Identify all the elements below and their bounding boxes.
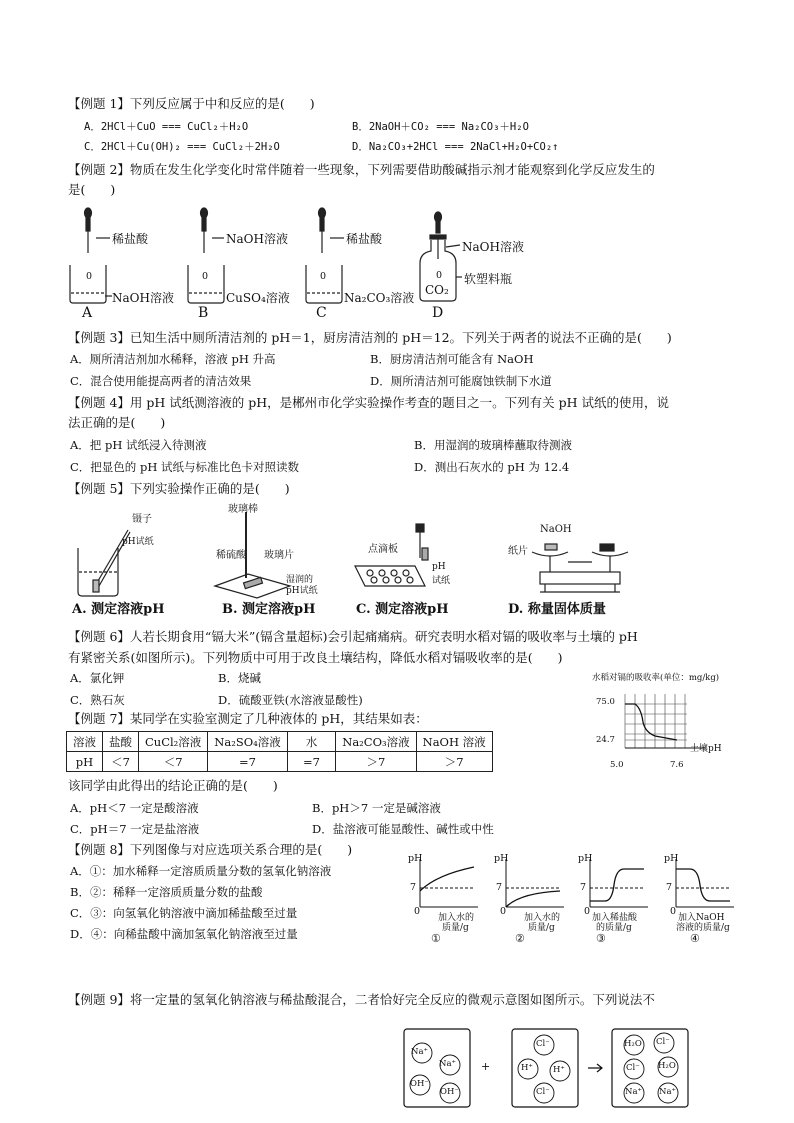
balance-icon — [532, 544, 628, 592]
q8-curve-4 — [676, 869, 730, 901]
q5-b-label-rod: 玻璃棒 — [228, 504, 258, 515]
q9-stem: 【例题 9】将一定量的氢氧化钠溶液与稀盐酸混合，二者恰好完全反应的微观示意图如图所示。下列说法不 — [68, 992, 655, 1007]
q8-g1-xlabel-1: 加入水的 — [438, 913, 475, 923]
dropper-a-icon — [85, 208, 92, 253]
dropper-b-icon — [201, 208, 208, 253]
q8-g2-zero: 0 — [500, 906, 507, 917]
q9-ion: H⁺ — [553, 1065, 565, 1075]
q6-curve — [625, 704, 677, 740]
q3-option-a: A．厕所清洁剂加水稀释，溶液 pH 升高 — [70, 352, 276, 366]
table-cell: ＞7 — [416, 752, 492, 772]
q2-b-solution-label: CuSO₄溶液 — [226, 291, 290, 305]
q6-y-tick-low: 24.7 — [596, 735, 615, 745]
q3-option-c: C．混合使用能提高两者的清洁效果 — [70, 374, 252, 388]
q8-g3-seven: 7 — [580, 882, 587, 893]
q7-option-c: C．pH＝7 一定是盐溶液 — [70, 822, 200, 836]
q1-option-b: B．2NaOH＋CO₂ === Na₂CO₃＋H₂O — [352, 121, 529, 133]
q9-ion: OH⁻ — [410, 1079, 429, 1089]
q9-molecule: H₂O — [624, 1039, 642, 1049]
q6-x-tick-high: 7.6 — [670, 760, 684, 770]
q5-b-label-plate: 玻璃片 — [264, 550, 294, 561]
table-cell: NaOH 溶液 — [416, 732, 492, 752]
q2-d-gas-label: CO₂ — [425, 283, 449, 297]
q8-g2-xlabel-1: 加入水的 — [524, 913, 561, 923]
q2-c-letter: C — [316, 305, 327, 321]
q8-g4-zero: 0 — [670, 906, 677, 917]
q8-g1-ylabel: pH — [408, 853, 423, 864]
q3-option-b: B．厨房清洁剂可能含有 NaOH — [370, 352, 534, 366]
q9-ion: Cl⁻ — [656, 1037, 670, 1047]
q5-d-label-naoh: NaOH — [540, 524, 572, 535]
q8-option-b: B．②：稀释一定溶质质量分数的盐酸 — [70, 885, 263, 899]
q8-curve-3 — [590, 869, 644, 901]
q8-g4-number: ④ — [690, 932, 700, 945]
q6-option-c: C．熟石灰 — [70, 693, 125, 707]
table-cell: CuCl₂溶液 — [139, 732, 208, 752]
q7-option-b: B．pH＞7 一定是碱溶液 — [312, 801, 441, 815]
q9-ion: Na⁺ — [625, 1087, 642, 1097]
q8-g4-seven: 7 — [666, 882, 673, 893]
q5-c-caption: C. 测定溶液pH — [356, 602, 449, 617]
q8-g1-xlabel-2: 质量/g — [442, 923, 469, 933]
q8-g1-zero: 0 — [414, 906, 421, 917]
table-cell: 盐酸 — [103, 732, 139, 752]
q3-stem: 【例题 3】已知生活中厕所清洁剂的 pH＝1，厨房清洁剂的 pH＝12。下列关于两者的说法不正确的是( ) — [68, 330, 672, 345]
q2-a-zero: 0 — [86, 271, 93, 282]
q8-g3-ylabel: pH — [578, 853, 593, 864]
q5-c-label-paper: 试纸 — [432, 576, 451, 586]
q3-option-d: D．厕所清洁剂可能腐蚀铁制下水道 — [370, 374, 552, 388]
q6-option-d: D．硫酸亚铁(水溶液显酸性) — [218, 693, 363, 707]
q5-d-caption: D. 称量固体质量 — [508, 602, 606, 617]
q5-b-label-acid: 稀硫酸 — [216, 550, 246, 561]
table-cell: ＜7 — [139, 752, 208, 772]
q8-g3-number: ③ — [596, 932, 606, 945]
q6-x-tick-low: 5.0 — [610, 760, 624, 770]
q4-option-b: B．用湿润的玻璃棒蘸取待测液 — [414, 438, 572, 452]
q2-a-solution-label: NaOH溶液 — [112, 291, 174, 305]
q6-stem-line2: 有紧密关系(如图所示)。下列物质中可用于改良土壤结构，降低水稻对镉吸收率的是( ) — [68, 650, 563, 665]
q9-ion: Na⁺ — [411, 1047, 428, 1057]
q8-curve-2 — [506, 891, 560, 907]
q2-a-dropper-label: 稀盐酸 — [112, 232, 149, 246]
q2-apparatus — [0, 205, 794, 325]
q9-ion: Na⁺ — [659, 1087, 676, 1097]
q8-stem: 【例题 8】下列图像与对应选项关系合理的是( ) — [68, 842, 353, 857]
q5-a-label-tweezers: 镊子 — [132, 514, 152, 525]
q9-ion: H⁺ — [521, 1063, 533, 1073]
q2-d-letter: D — [432, 305, 444, 321]
q9-ion: Cl⁻ — [536, 1087, 550, 1097]
q5-c-label-ph: pH — [432, 562, 446, 572]
q2-stem-line2: 是( ) — [68, 182, 116, 197]
q2-d-dropper-label: NaOH溶液 — [462, 240, 524, 254]
q8-g1-seven: 7 — [410, 882, 417, 893]
q2-b-dropper-label: NaOH溶液 — [226, 232, 288, 246]
q6-x-label: 土壤pH — [690, 744, 722, 754]
q6-graph-title: 水稻对镉的吸收率(单位：mg/kg) — [592, 673, 720, 683]
q8-option-a: A．①：加水稀释一定溶质质量分数的氢氧化钠溶液 — [70, 864, 332, 878]
q2-c-zero: 0 — [320, 271, 327, 282]
q2-b-zero: 0 — [202, 271, 209, 282]
q2-d-zero: 0 — [436, 270, 443, 281]
q9-ion: Na⁺ — [439, 1059, 456, 1069]
table-cell: =7 — [287, 752, 336, 772]
dropper-c-icon — [319, 208, 326, 253]
q4-option-c: C．把显色的 pH 试纸与标准比色卡对照读数 — [70, 460, 299, 474]
q5-a-label-paper: pH试纸 — [122, 537, 154, 547]
q8-g2-number: ② — [515, 932, 525, 945]
q8-g2-seven: 7 — [496, 882, 503, 893]
q7-option-d: D．盐溶液可能显酸性、碱性或中性 — [312, 822, 494, 836]
q9-ion: OH⁻ — [440, 1087, 459, 1097]
q1-option-a: A．2HCl＋CuO === CuCl₂＋H₂O — [84, 121, 249, 133]
q4-stem-line2: 法正确的是( ) — [68, 415, 166, 430]
table-cell: pH — [67, 752, 103, 772]
table-cell: Na₂SO₄溶液 — [208, 732, 287, 752]
q2-c-solution-label: Na₂CO₃溶液 — [344, 291, 415, 305]
q8-g3-zero: 0 — [584, 906, 591, 917]
q1-option-c: C．2HCl＋Cu(OH)₂ === CuCl₂＋2H₂O — [84, 141, 280, 153]
dropper-d-icon — [430, 212, 446, 259]
q2-a-letter: A — [82, 305, 93, 321]
table-cell: Na₂CO₃溶液 — [336, 732, 416, 752]
q8-option-d: D．④：向稀盐酸中滴加氢氧化钠溶液至过量 — [70, 927, 298, 941]
table-cell: ＞7 — [336, 752, 416, 772]
q7-option-a: A．pH＜7 一定是酸溶液 — [70, 801, 199, 815]
q5-stem: 【例题 5】下列实验操作正确的是( ) — [68, 481, 290, 496]
q5-c-label-plate: 点滴板 — [368, 544, 398, 555]
q5-b-label-paper: pH试纸 — [286, 586, 318, 596]
q5-b-caption: B. 测定溶液pH — [222, 602, 316, 617]
q2-stem-line1: 【例题 2】物质在发生化学变化时常伴随着一些现象，下列需要借助酸碱指示剂才能观察到化学反应发生的 — [68, 162, 655, 177]
q7-conclusion: 该同学由此得出的结论正确的是( ) — [68, 778, 278, 793]
q6-option-b: B．烧碱 — [218, 671, 261, 685]
q8-curve-1 — [420, 867, 474, 891]
q1-stem: 【例题 1】下列反应属于中和反应的是( ) — [68, 96, 315, 111]
q7-ph-table — [66, 731, 493, 772]
table-cell: ＜7 — [103, 752, 139, 772]
q8-g4-xlabel-1: 加入NaOH — [678, 913, 725, 923]
q6-option-a: A．氯化钾 — [70, 671, 125, 685]
q1-option-d: D．Na₂CO₃+2HCl === 2NaCl+H₂O+CO₂↑ — [352, 141, 559, 153]
spot-plate-icon — [355, 566, 425, 586]
q5-d-label-paper: 纸片 — [508, 546, 528, 557]
q8-g3-xlabel-1: 加入稀盐酸 — [592, 913, 638, 923]
q4-option-d: D．测出石灰水的 pH 为 12.4 — [414, 460, 570, 474]
q8-g4-xlabel-2: 溶液的质量/g — [676, 923, 730, 933]
arrow-right-icon — [588, 1064, 602, 1072]
q8-g3-xlabel-2: 的质量/g — [596, 923, 632, 933]
q2-d-bottle-label: 软塑料瓶 — [464, 272, 513, 286]
q8-g2-xlabel-2: 质量/g — [528, 923, 555, 933]
q8-g4-ylabel: pH — [664, 853, 679, 864]
q4-option-a: A．把 pH 试纸浸入待测液 — [70, 438, 207, 452]
table-cell: =7 — [208, 752, 287, 772]
table-cell: 溶液 — [67, 732, 103, 752]
q8-option-c: C．③：向氢氧化钠溶液中滴加稀盐酸至过量 — [70, 906, 298, 920]
table-row — [67, 752, 493, 772]
q6-y-tick-high: 75.0 — [596, 697, 615, 707]
q4-stem-line1: 【例题 4】用 pH 试纸测溶液的 pH，是郴州市化学实验操作考查的题目之一。下列有关 pH 试纸的使用，说 — [68, 395, 670, 410]
q2-c-dropper-label: 稀盐酸 — [346, 232, 383, 246]
table-cell: 水 — [287, 732, 336, 752]
q6-stem-line1: 【例题 6】人若长期食用“镉大米”(镉含量超标)会引起痛痛病。研究表明水稻对镉的吸收率与土壤的 pH — [68, 629, 638, 644]
q2-b-letter: B — [198, 305, 209, 321]
table-row — [67, 732, 493, 752]
q8-g2-ylabel: pH — [494, 853, 509, 864]
q8-g1-number: ① — [431, 932, 441, 945]
q7-stem: 【例题 7】某同学在实验室测定了几种液体的 pH，其结果如表： — [68, 711, 428, 726]
q5-a-caption: A. 测定溶液pH — [72, 602, 165, 617]
q9-plus: + — [481, 1060, 491, 1073]
q9-ion: Cl⁻ — [536, 1039, 550, 1049]
q9-molecule: H₂O — [658, 1061, 676, 1071]
q5-b-label-wet: 湿润的 — [286, 575, 314, 585]
q9-ion: Cl⁻ — [626, 1063, 640, 1073]
